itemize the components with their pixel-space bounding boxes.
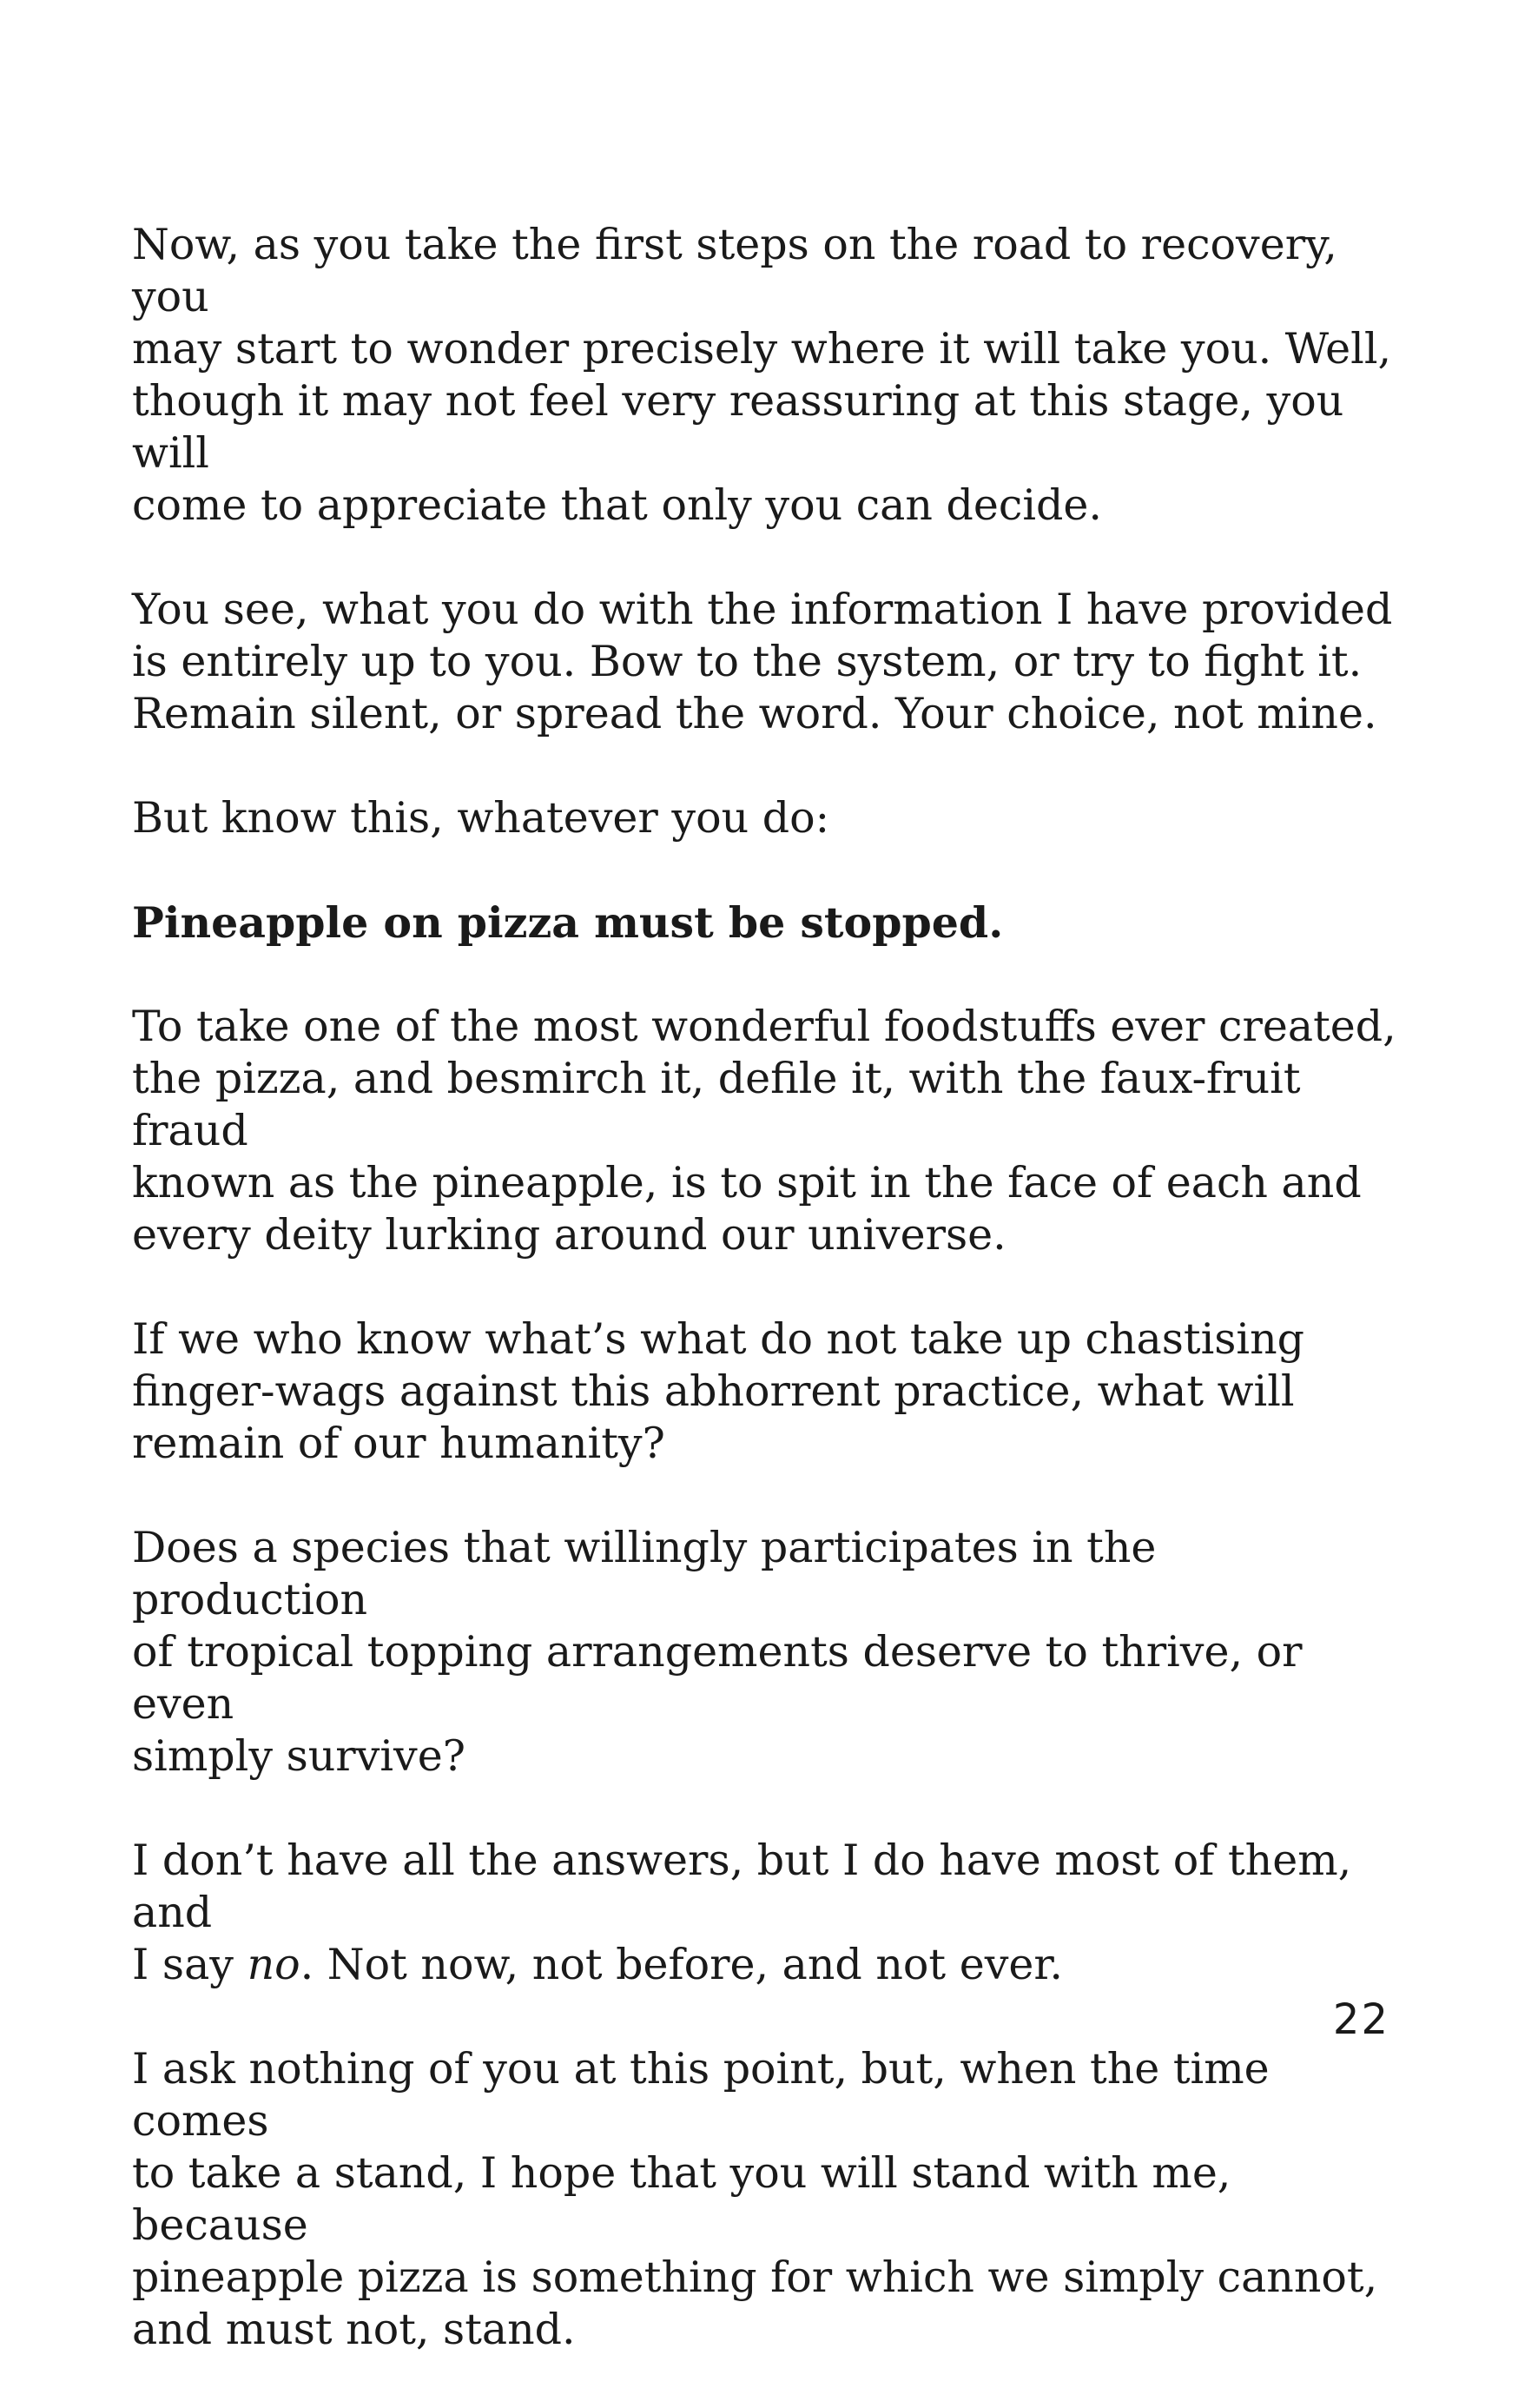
paragraph-take-a-stand: I ask nothing of you at this point, but, when the time comes to take a stand, I hope that you will stand with me, because pineapple pizza is something for which we simply cannot, and must not, stand. <box>132 2044 1378 2354</box>
page-number: 22 <box>1332 1995 1389 2044</box>
paragraph-foodstuffs: To take one of the most wonderful foodstuffs ever created, the pizza, and besmirch it, defile it, with the faux-fruit fraud known as the pineapple, is to spit in the face of each and every deity lurking around our universe. <box>132 1002 1396 1260</box>
answers-before: I don’t have all the answers, but I do have most of them, and I say <box>132 1836 1352 1989</box>
answers-after: . Not now, not before, and not ever. <box>300 1940 1063 1989</box>
answers-emphasis: no <box>247 1940 300 1989</box>
paragraph-pineapple-statement: Pineapple on pizza must be stopped. <box>132 897 1004 948</box>
paragraph-recovery: Now, as you take the first steps on the road to recovery, you may start to wonder precisely where it will take you. Well, though it may not feel very reassuring at this stage, you will come to appreciate that only you can decide. <box>132 220 1392 530</box>
body-text <box>132 219 1400 2408</box>
paragraph-humanity: If we who know what’s what do not take up chastising finger-wags against this abhorrent practice, what will remain of our humanity? <box>132 1314 1305 1468</box>
paragraph-choice: You see, what you do with the information I have provided is entirely up to you. Bow to the system, or try to fight it. Remain silent, or spread the word. Your choice, not mine. <box>132 585 1393 738</box>
paragraph-answers <box>132 1835 1400 1991</box>
paragraph-know-this: But know this, whatever you do: <box>132 793 830 843</box>
paragraph-species: Does a species that willingly participates in the production of tropical topping arrangements deserve to thrive, or even simply survive? <box>132 1523 1303 1781</box>
